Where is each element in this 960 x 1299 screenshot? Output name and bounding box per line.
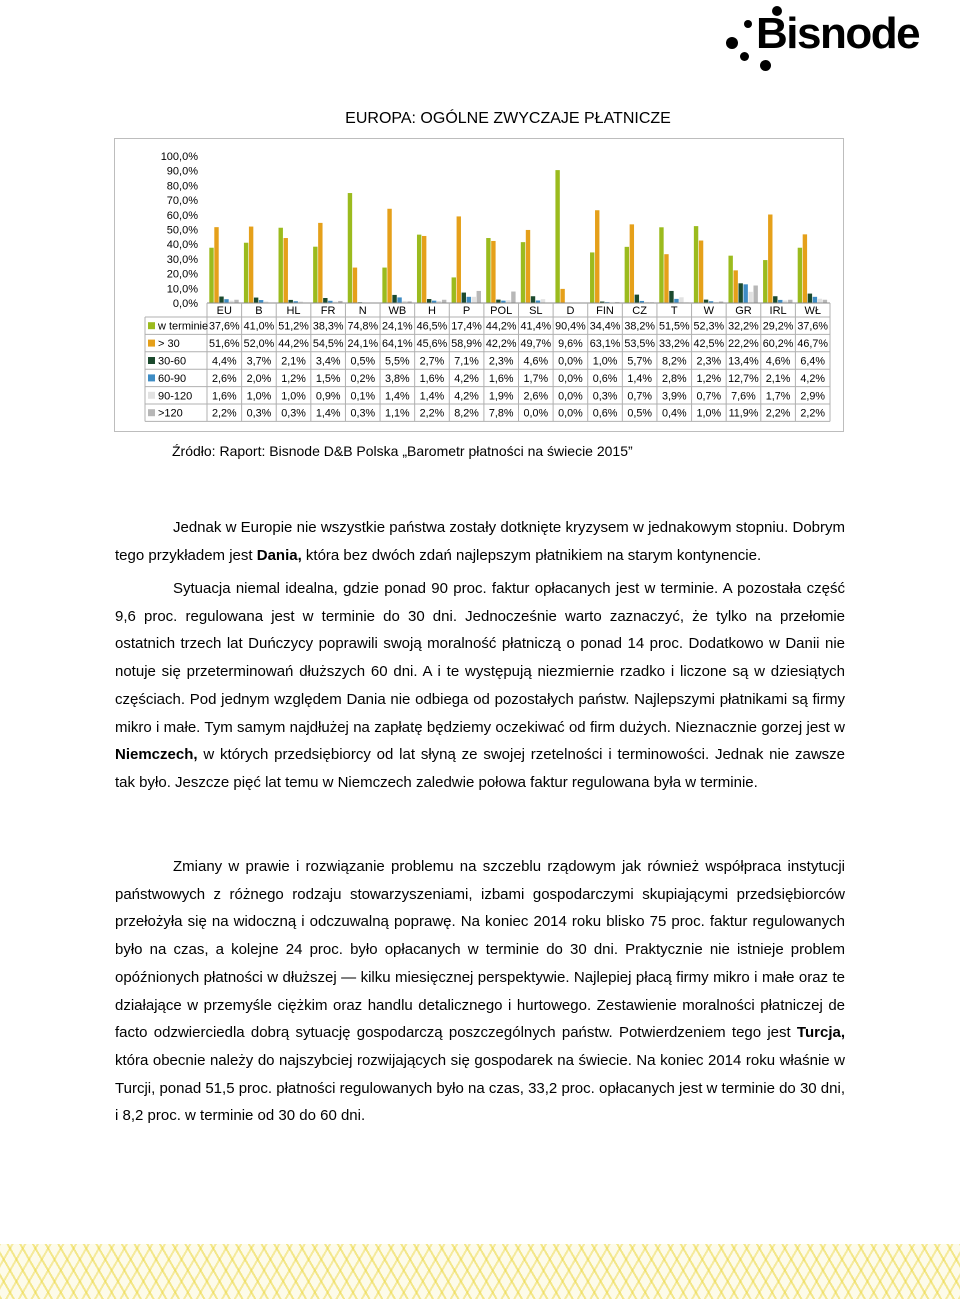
data-label: 58,9% bbox=[451, 338, 482, 351]
bar-3 bbox=[738, 283, 742, 303]
data-label: 0,0% bbox=[558, 407, 583, 420]
x-tick-label: P bbox=[462, 305, 471, 317]
data-label: 0,6% bbox=[592, 407, 618, 420]
bar-3 bbox=[323, 298, 327, 303]
bar-6 bbox=[753, 286, 757, 303]
x-tick-label: N bbox=[358, 305, 367, 317]
logo-dot bbox=[760, 60, 771, 71]
bar-1 bbox=[313, 247, 317, 303]
bar-2 bbox=[457, 216, 461, 303]
bar-5 bbox=[748, 292, 752, 303]
bar-5 bbox=[541, 299, 545, 303]
bar-3 bbox=[427, 299, 431, 303]
data-label: 32,2% bbox=[728, 320, 759, 333]
data-label: 8,2% bbox=[661, 355, 687, 368]
data-label: 2,6% bbox=[523, 390, 549, 403]
logo-dot bbox=[740, 52, 749, 61]
paragraph-2-text-a: Sytuacja niemal idealna, gdzie ponad 90 proc. faktur opłacanych jest w terminie. A pozostała część 9,6 proc. regulowana jest w terminie do 30 dni. Jednocześnie warto zaznaczyć, że tylko na przełomie ostatnich trzech lat Duńczycy poprawili swoją moralność płatniczą o ponad 14 proc. Dodatkowo w Danii nie notuje się przeterminowań dłuższych 60 dni. A i te występują niezmiernie rzadko i liczone są w dziesiątych częściach. Pod jednym względem Dania nie odbiega od pozostałych państw. Najlepszymi płatnikami są firmy mikro i małe. Tym samym najdłużej na zapłatę będziemy oczekiwać od firm dużych. Nieznacznie gorzej jest w bbox=[115, 580, 845, 736]
data-label: 7,6% bbox=[731, 390, 756, 403]
bar-1 bbox=[209, 248, 213, 303]
x-tick-label: GR bbox=[735, 305, 752, 317]
bar-1 bbox=[348, 193, 352, 303]
data-label: 2,1% bbox=[765, 372, 791, 385]
data-label: 9,6% bbox=[558, 338, 583, 351]
paragraph-2-bold: Niemczech, bbox=[115, 746, 198, 764]
data-label: 4,4% bbox=[212, 355, 237, 368]
bar-1 bbox=[279, 228, 283, 303]
legend-key bbox=[148, 374, 155, 381]
bar-2 bbox=[249, 227, 253, 303]
x-tick-label: CZ bbox=[632, 305, 647, 317]
legend-key bbox=[148, 392, 155, 399]
data-label: 2,3% bbox=[696, 355, 722, 368]
data-label: 1,4% bbox=[627, 372, 652, 385]
bar-5 bbox=[472, 297, 476, 303]
data-label: 24,1% bbox=[347, 338, 379, 351]
data-label: 0,3% bbox=[246, 407, 272, 420]
data-label: 46,7% bbox=[797, 338, 829, 351]
x-tick-label: B bbox=[255, 305, 263, 317]
data-label: 2,6% bbox=[212, 372, 237, 385]
data-label: 64,1% bbox=[382, 338, 413, 351]
legend-key bbox=[148, 340, 155, 347]
data-label: 54,5% bbox=[312, 338, 344, 351]
data-label: 2,2% bbox=[419, 407, 445, 420]
data-label: 4,6% bbox=[765, 355, 791, 368]
data-label: 1,0% bbox=[246, 390, 272, 403]
data-label: 0,4% bbox=[661, 407, 687, 420]
data-label: 0,1% bbox=[350, 390, 376, 403]
bar-3 bbox=[773, 296, 777, 303]
bar-2 bbox=[560, 289, 564, 303]
data-label: 2,2% bbox=[212, 407, 237, 420]
bar-4 bbox=[224, 299, 228, 303]
bar-1 bbox=[452, 277, 456, 303]
bar-1 bbox=[486, 238, 490, 303]
data-label: 0,0% bbox=[558, 372, 583, 385]
x-tick-label: IRL bbox=[769, 305, 787, 317]
bar-5 bbox=[679, 297, 683, 303]
legend-label: > 30 bbox=[158, 338, 180, 351]
data-label: 22,2% bbox=[728, 338, 759, 351]
x-tick-label: H bbox=[427, 305, 436, 317]
y-tick-label: 10,0% bbox=[166, 283, 198, 296]
legend-key bbox=[148, 357, 155, 364]
y-tick-label: 90,0% bbox=[166, 165, 198, 178]
chart-canvas bbox=[115, 139, 845, 433]
bar-1 bbox=[244, 243, 248, 303]
legend-label: 30-60 bbox=[158, 355, 187, 368]
data-label: 2,2% bbox=[765, 407, 791, 420]
data-label: 63,1% bbox=[589, 338, 621, 351]
data-label: 0,7% bbox=[696, 390, 722, 403]
bar-1 bbox=[555, 170, 559, 303]
data-label: 1,0% bbox=[281, 390, 306, 403]
data-label: 1,4% bbox=[385, 390, 410, 403]
bar-2 bbox=[318, 223, 322, 303]
payment-habits-chart bbox=[114, 138, 844, 432]
bar-3 bbox=[392, 295, 396, 303]
data-label: 17,4% bbox=[451, 320, 482, 333]
bar-3 bbox=[808, 294, 812, 303]
paragraph-1-text-c: która bez dwóch zdań najlepszym płatnikiem na starym kontynencie. bbox=[301, 546, 762, 564]
data-label: 46,5% bbox=[416, 320, 448, 333]
x-tick-label: T bbox=[670, 305, 678, 317]
bar-2 bbox=[803, 234, 807, 303]
bar-4 bbox=[743, 284, 747, 303]
paragraph-2-text-c: w których przedsiębiorcy od lat słyną ze swojej rzetelności i terminowości. Jednak nie zawsze tak było. Jeszcze pięć lat temu w Niemczech zaledwie połowa faktur regulowana była w terminie. bbox=[115, 746, 845, 791]
data-label: 1,9% bbox=[488, 390, 514, 403]
data-label: 1,0% bbox=[696, 407, 722, 420]
y-tick-label: 60,0% bbox=[166, 209, 198, 222]
x-tick-label: D bbox=[566, 305, 575, 317]
bar-2 bbox=[387, 209, 391, 303]
data-label: 7,1% bbox=[454, 355, 479, 368]
data-label: 1,5% bbox=[315, 372, 341, 385]
bar-1 bbox=[625, 247, 629, 303]
y-tick-label: 20,0% bbox=[166, 268, 198, 281]
x-tick-label: HL bbox=[286, 305, 301, 317]
data-label: 1,4% bbox=[315, 407, 341, 420]
paragraph-2 bbox=[115, 575, 845, 797]
y-tick-label: 30,0% bbox=[166, 253, 198, 266]
data-label: 5,5% bbox=[385, 355, 410, 368]
data-label: 0,0% bbox=[558, 390, 583, 403]
data-label: 4,6% bbox=[523, 355, 549, 368]
source-note: Źródło: Raport: Bisnode D&B Polska „Barometr płatności na świecie 2015” bbox=[172, 443, 633, 459]
data-label: 3,9% bbox=[661, 390, 687, 403]
data-label: 0,3% bbox=[350, 407, 376, 420]
data-label: 53,5% bbox=[624, 338, 655, 351]
legend-label: 60-90 bbox=[158, 372, 187, 385]
data-label: 13,4% bbox=[728, 355, 759, 368]
data-label: 51,5% bbox=[658, 320, 690, 333]
y-tick-label: 50,0% bbox=[166, 224, 198, 237]
bar-1 bbox=[763, 260, 767, 303]
x-tick-label: FIN bbox=[596, 305, 614, 317]
data-label: 3,4% bbox=[315, 355, 341, 368]
bar-2 bbox=[595, 210, 599, 303]
bar-2 bbox=[491, 241, 495, 303]
bar-5 bbox=[818, 299, 822, 303]
data-label: 1,2% bbox=[281, 372, 306, 385]
bar-1 bbox=[417, 235, 421, 303]
data-label: 0,5% bbox=[627, 407, 652, 420]
data-label: 0,2% bbox=[350, 372, 376, 385]
bar-4 bbox=[813, 297, 817, 303]
bar-2 bbox=[422, 236, 426, 303]
x-tick-label: POL bbox=[490, 305, 513, 317]
bar-3 bbox=[462, 293, 466, 303]
bar-1 bbox=[590, 252, 594, 303]
legend-label: >120 bbox=[158, 407, 183, 420]
y-tick-label: 80,0% bbox=[166, 180, 198, 193]
data-label: 44,2% bbox=[278, 338, 309, 351]
data-label: 38,3% bbox=[312, 320, 344, 333]
page-title: EUROPA: OGÓLNE ZWYCZAJE PŁATNICZE bbox=[345, 110, 671, 127]
data-label: 7,8% bbox=[488, 407, 514, 420]
data-label: 8,2% bbox=[454, 407, 479, 420]
data-label: 2,8% bbox=[661, 372, 687, 385]
data-label: 12,7% bbox=[728, 372, 759, 385]
data-label: 1,0% bbox=[592, 355, 618, 368]
data-label: 29,2% bbox=[762, 320, 794, 333]
data-label: 2,3% bbox=[488, 355, 514, 368]
data-label: 0,0% bbox=[523, 407, 549, 420]
logo-dot bbox=[744, 20, 752, 28]
paragraph-3-text-a: Zmiany w prawie i rozwiązanie problemu na szczeblu rządowym jak również współpraca instytucji państwowych z różnego rodzaju stowarzyszeniami, izbami gospodarczymi skupiającymi przedsiębiorców przełożyła się na widoczną i odczuwalną poprawę. Na koniec 2014 roku blisko 75 proc. faktur regulowanych było na czas, a kolejne 24 proc. było opłacanych w terminie do 30 dni. Praktycznie nie istnieje problem opóźnionych płatności w dłuższej — kilku miesięcznej perspektywie. Najlepiej płacą firmy mikro i małe oraz te działające w przemyśle ciężkim oraz handlu detalicznego i hurtowego. Zestawienie moralności płatniczej de facto odzwierciedla dobrą sytuację gospodarczą poszczególnych państw. Potwierdzeniem tego jest bbox=[115, 858, 845, 1042]
data-label: 3,8% bbox=[385, 372, 410, 385]
data-label: 2,2% bbox=[800, 407, 825, 420]
paragraph-3-text-c: która obecnie należy do najszybciej rozwijających się gospodarek na świecie. Na koniec 2014 roku właśnie w Turcji, ponad 51,5 proc. płatności regulowanych było na czas, 33,2 proc. opłacanych jest w terminie do 30 dni, i 8,2 proc. w terminie od 30 do 60 dni. bbox=[115, 1051, 845, 1125]
data-label: 3,7% bbox=[246, 355, 272, 368]
data-label: 49,7% bbox=[520, 338, 552, 351]
x-tick-label: W bbox=[703, 305, 715, 317]
bar-2 bbox=[526, 230, 530, 303]
bar-3 bbox=[254, 298, 258, 303]
bisnode-logo bbox=[722, 4, 920, 74]
x-tick-label: FR bbox=[320, 305, 336, 317]
data-label: 51,2% bbox=[278, 320, 309, 333]
bar-6 bbox=[477, 291, 481, 303]
data-label: 0,3% bbox=[281, 407, 306, 420]
bar-1 bbox=[798, 248, 802, 303]
data-label: 0,0% bbox=[558, 355, 583, 368]
bar-1 bbox=[521, 242, 525, 303]
data-label: 1,4% bbox=[419, 390, 445, 403]
data-label: 42,2% bbox=[485, 338, 517, 351]
y-tick-label: 100,0% bbox=[160, 151, 198, 163]
data-label: 45,6% bbox=[416, 338, 448, 351]
x-tick-label: SL bbox=[529, 305, 543, 317]
bar-4 bbox=[674, 299, 678, 303]
data-label: 52,3% bbox=[693, 320, 725, 333]
y-tick-label: 0,0% bbox=[172, 298, 198, 310]
data-label: 0,5% bbox=[350, 355, 376, 368]
data-label: 37,6% bbox=[797, 320, 829, 333]
x-tick-label: EU bbox=[216, 305, 232, 317]
data-label: 38,2% bbox=[624, 320, 655, 333]
data-label: 33,2% bbox=[658, 338, 690, 351]
data-label: 37,6% bbox=[208, 320, 240, 333]
data-label: 0,7% bbox=[627, 390, 652, 403]
bar-3 bbox=[635, 295, 639, 303]
bar-3 bbox=[531, 296, 535, 303]
data-label: 2,9% bbox=[800, 390, 825, 403]
paragraph-1-bold: Dania, bbox=[256, 546, 302, 564]
paragraph-1-text-a: Jednak w Europie nie wszystkie państwa zostały dotknięte kryzysem w jednakowym stopniu. Dobrym tego przykładem jest bbox=[115, 519, 845, 564]
bar-2 bbox=[664, 254, 668, 303]
data-label: 1,1% bbox=[385, 407, 410, 420]
logo-wordmark: Bisnode bbox=[756, 9, 920, 58]
data-label: 1,6% bbox=[419, 372, 445, 385]
data-label: 2,1% bbox=[281, 355, 306, 368]
data-label: 0,9% bbox=[315, 390, 341, 403]
bar-1 bbox=[659, 227, 663, 303]
data-label: 52,0% bbox=[243, 338, 275, 351]
bar-3 bbox=[219, 297, 223, 303]
bar-6 bbox=[511, 292, 515, 303]
y-tick-label: 40,0% bbox=[166, 239, 198, 252]
paragraph-3 bbox=[115, 853, 845, 1130]
data-label: 41,0% bbox=[243, 320, 275, 333]
data-label: 11,9% bbox=[728, 407, 759, 420]
data-label: 44,2% bbox=[485, 320, 517, 333]
bar-3 bbox=[704, 300, 708, 303]
data-label: 1,7% bbox=[765, 390, 791, 403]
bar-2 bbox=[214, 227, 218, 303]
bar-2 bbox=[699, 241, 703, 303]
data-label: 2,0% bbox=[246, 372, 272, 385]
bar-3 bbox=[496, 300, 500, 303]
data-label: 90,4% bbox=[555, 320, 586, 333]
data-label: 1,7% bbox=[523, 372, 549, 385]
data-label: 4,2% bbox=[454, 372, 479, 385]
decorative-footer-band bbox=[0, 1244, 960, 1299]
bar-2 bbox=[284, 238, 288, 303]
bar-1 bbox=[694, 226, 698, 303]
legend-key bbox=[148, 322, 155, 329]
paragraph-3-bold: Turcja, bbox=[796, 1024, 845, 1042]
x-tick-label: WB bbox=[388, 305, 407, 317]
logo-dot bbox=[726, 37, 738, 49]
bar-3 bbox=[669, 291, 673, 303]
data-label: 4,2% bbox=[454, 390, 479, 403]
data-label: 1,6% bbox=[212, 390, 237, 403]
data-label: 24,1% bbox=[382, 320, 413, 333]
data-label: 2,7% bbox=[419, 355, 445, 368]
bar-1 bbox=[382, 268, 386, 303]
paragraph-1 bbox=[115, 514, 845, 569]
bar-2 bbox=[630, 224, 634, 303]
bar-1 bbox=[728, 256, 732, 303]
data-label: 1,2% bbox=[696, 372, 722, 385]
y-tick-label: 70,0% bbox=[166, 195, 198, 208]
bar-2 bbox=[353, 268, 357, 303]
data-label: 0,3% bbox=[592, 390, 618, 403]
data-label: 1,6% bbox=[488, 372, 514, 385]
data-label: 5,7% bbox=[627, 355, 652, 368]
legend-label: w terminie bbox=[158, 320, 209, 333]
data-label: 4,2% bbox=[800, 372, 825, 385]
data-label: 60,2% bbox=[762, 338, 794, 351]
bar-2 bbox=[733, 270, 737, 303]
data-label: 41,4% bbox=[520, 320, 552, 333]
legend-label: 90-120 bbox=[158, 390, 193, 403]
bar-4 bbox=[467, 297, 471, 303]
bar-2 bbox=[768, 215, 772, 303]
data-label: 6,4% bbox=[800, 355, 825, 368]
bar-4 bbox=[397, 297, 401, 303]
data-label: 51,6% bbox=[208, 338, 240, 351]
data-label: 74,8% bbox=[347, 320, 379, 333]
x-tick-label: WŁ bbox=[804, 305, 821, 317]
legend-key bbox=[148, 409, 155, 416]
data-label: 34,4% bbox=[589, 320, 621, 333]
data-label: 0,6% bbox=[592, 372, 618, 385]
data-label: 42,5% bbox=[693, 338, 725, 351]
